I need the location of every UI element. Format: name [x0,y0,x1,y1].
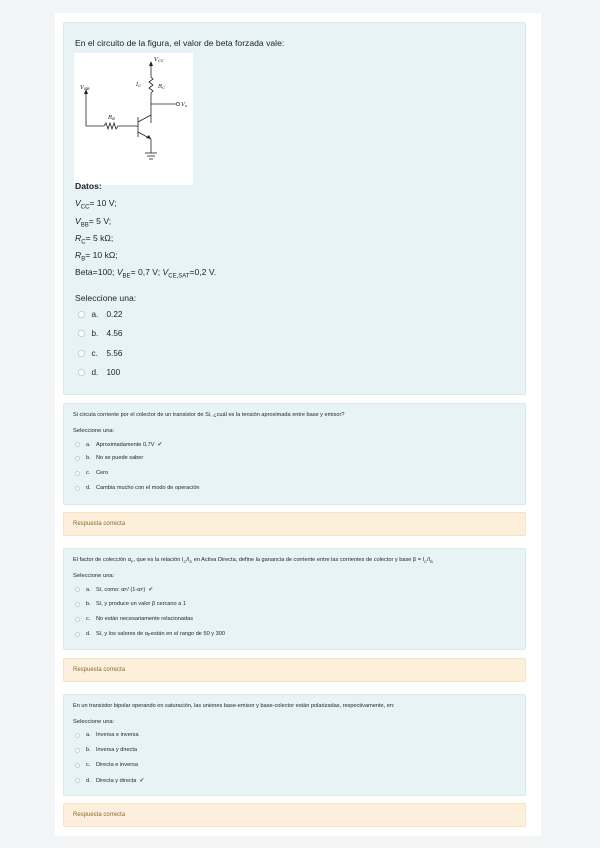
svg-text:RC: RC [158,84,166,90]
question-1-text: En el circuito de la figura, el valor de beta forzada vale: [75,38,285,48]
question-4-option-d[interactable]: d. Directa y directa ✔ [75,777,144,784]
correct-check-icon: ✔ [157,442,163,448]
label-vcc: V [154,57,158,63]
question-3-select-label: Seleccione una: [73,573,115,579]
svg-text:IC: IC [136,82,142,88]
question-4-option-c[interactable]: c. Directa e inversa [75,762,138,768]
question-3-option-b[interactable]: b. Sí, y produce un valor β cercano a 1 [75,601,186,607]
question-1-select-label: Seleccione una: [75,293,137,303]
question-4-option-a[interactable]: a. Inversa e inversa [75,732,139,738]
radio-button[interactable] [75,602,80,607]
datos-beta: Beta=100; $V_{BE}= 0,7$ V; $V_{CE,SAT}=0,2$ V. [75,267,217,280]
correct-check-icon: ✔ [148,587,154,593]
radio-button[interactable] [75,763,80,768]
question-4-card [63,694,526,796]
question-2-feedback: Respuesta correcta [63,512,526,536]
correct-check-icon: ✔ [139,778,145,784]
question-3-option-c[interactable]: c. No están necesariamente relacionadas [75,616,193,622]
datos-rb: $R_B= 10$ kΩ; [75,250,118,263]
question-1-option-d[interactable]: d. 100 [78,368,120,377]
label-ic: I [136,82,139,88]
question-3-option-d[interactable]: d. Sí, y los valores de α F están en el rango de 50 y 300 [75,631,225,637]
datos-vbb: $V_{BB}= 5$ V; [75,216,112,229]
question-4-option-b[interactable]: b. Inversa y directa [75,747,137,753]
question-2-card [63,403,526,505]
circuit-diagram [74,53,193,185]
datos-title: Datos: [75,181,102,191]
question-2-option-a[interactable]: a. Aproximadamente 0,7V ✔ [75,441,163,448]
radio-button[interactable] [75,617,80,622]
question-2-option-b[interactable]: b. No se puede saber [75,455,143,461]
label-rc: R [158,84,163,90]
question-4-text: En un transistor bipolar operando en saturación, las uniones base-emisor y base-colector están polarizadas, respectivamente, en: [73,703,395,709]
radio-button[interactable] [75,486,80,491]
label-vbb: V [80,85,84,91]
question-2-option-d[interactable]: d. Cambia mucho con el modo de operación [75,485,200,491]
question-4-select-label: Seleccione una: [73,719,115,725]
question-1-option-c[interactable]: c. 5.56 [78,349,122,358]
radio-button[interactable] [75,442,80,447]
question-4-feedback: Respuesta correcta [63,803,526,827]
radio-button[interactable] [78,311,85,318]
question-2-select-label: Seleccione una: [73,428,115,434]
radio-button[interactable] [75,587,80,592]
radio-button[interactable] [78,350,85,357]
datos-vcc: $V_{CC}= 10$ V; [75,198,117,211]
svg-text:VCC: VCC [154,57,164,63]
svg-text:Vo: Vo [181,102,188,108]
circuit-svg [74,53,193,185]
radio-button[interactable] [75,748,80,753]
question-3-text: El factor de colección $\alpha_F$, que es la relación $I_C/I_E$ en Activa Directa, define la ganancia de corriente entre las corrientes de colector y base $\beta = I_C/I_B$ [73,557,433,565]
question-3-feedback: Respuesta correcta [63,658,526,682]
radio-button[interactable] [75,632,80,637]
label-rb: R [108,115,113,121]
question-1-option-b[interactable]: b. 4.56 [78,329,122,338]
question-3-option-a[interactable]: a. Sí, como: α F / (1-α F ) ✔ [75,586,153,593]
question-3-card [63,548,526,650]
datos-rc: $R_C= 5$ kΩ; [75,233,114,246]
question-1-option-a[interactable]: a. 0.22 [78,310,122,319]
radio-button[interactable] [78,330,85,337]
radio-button[interactable] [78,369,85,376]
question-1-card [63,22,526,395]
label-vo: V [181,102,185,108]
svg-text:RB: RB [108,115,115,121]
radio-button[interactable] [75,733,80,738]
radio-button[interactable] [75,471,80,476]
question-2-text: Si circula corriente por el colector de un transistor de Si, ¿cuál es la tensión aproximada entre base y emisor? [73,412,345,418]
svg-text:VBB: VBB [80,85,90,91]
radio-button[interactable] [75,778,80,783]
question-2-option-c[interactable]: c. Cero [75,470,108,476]
radio-button[interactable] [75,456,80,461]
